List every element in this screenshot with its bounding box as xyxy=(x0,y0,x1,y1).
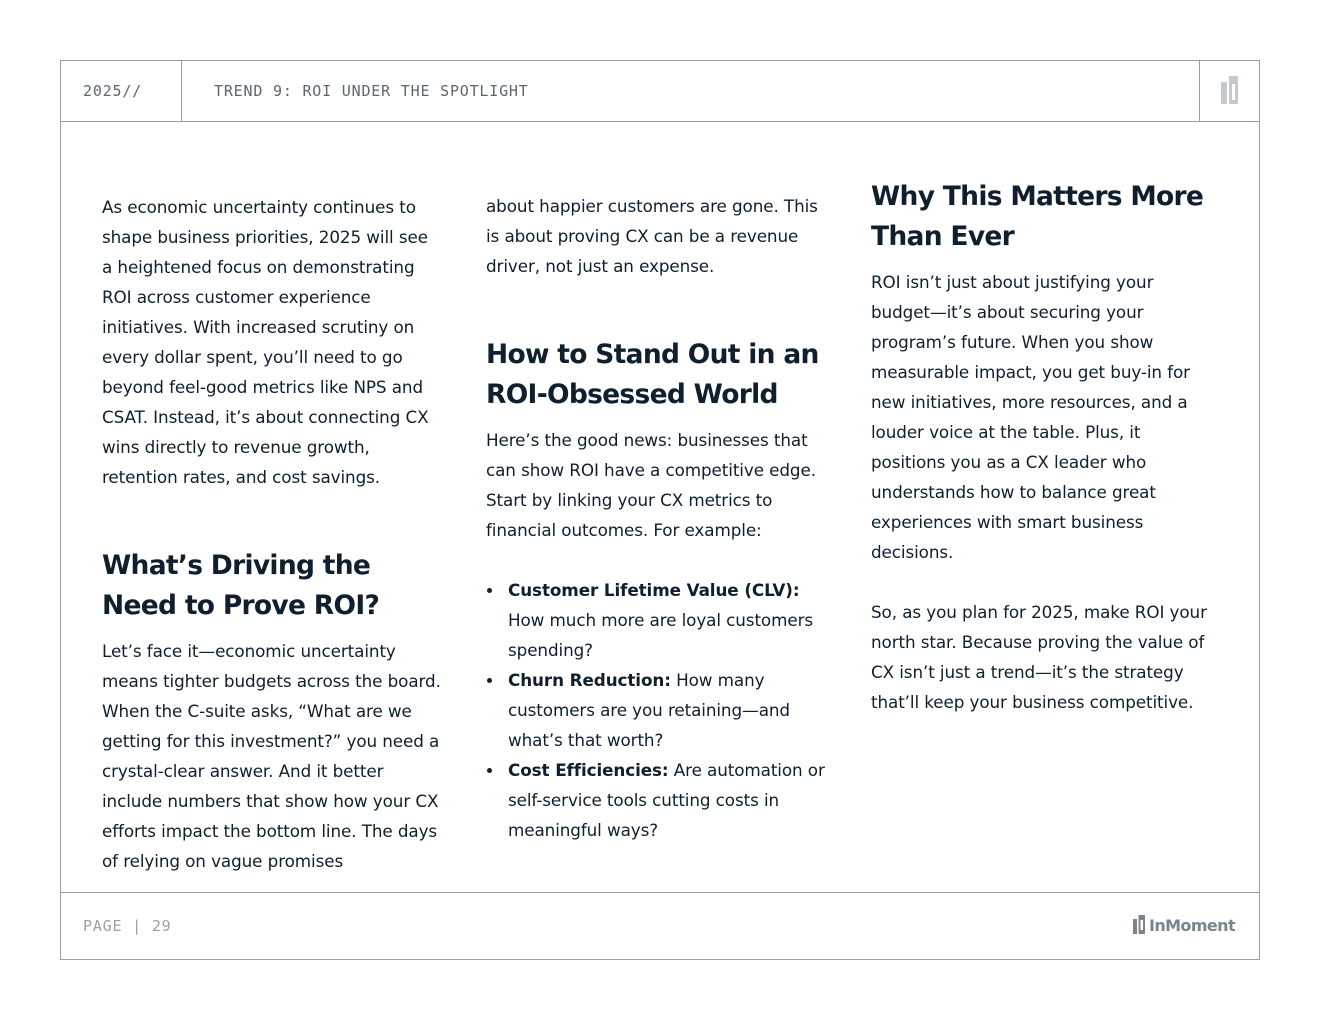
header-logo-cell xyxy=(1199,61,1259,121)
inmoment-mark-icon xyxy=(1133,915,1145,935)
stand-out-paragraph: Here’s the good news: businesses that can show ROI have a competitive edge. Start by linking your CX metrics to financial outcomes. For example: xyxy=(486,430,816,540)
intro-paragraph: As economic uncertainty continues to shape business priorities, 2025 will see a heightened focus on demonstrating ROI across customer experience initiatives. With increased scrutiny on every dollar spent, you’ll need to go beyond feel-good metrics like NPS and CSAT. Instead, it’s about connecting CX wins directly to revenue growth, retention rates, and cost savings. xyxy=(102,197,429,487)
why-matters-paragraph: ROI isn’t just about justifying your budget—it’s about securing your program’s future. When you show measurable impact, you get buy-in for new initiatives, more resources, and a louder voice at the table. Plus, it positions you as a CX leader who understands how to balance great experiences with smart business decisions. xyxy=(871,272,1190,562)
column-1 xyxy=(102,192,442,876)
section-heading-stand-out: How to Stand Out in an ROI-Obsessed World xyxy=(486,339,819,410)
list-item-term: Churn Reduction: xyxy=(508,670,671,690)
page-header xyxy=(61,61,1259,122)
header-year: 2025// xyxy=(83,82,142,100)
header-title: TREND 9: ROI UNDER THE SPOTLIGHT xyxy=(214,82,529,100)
brand-logo xyxy=(1133,915,1235,935)
continuation-paragraph: about happier customers are gone. This is about proving CX can be a revenue driver, not just an expense. xyxy=(486,196,818,276)
inmoment-mark-icon xyxy=(1221,76,1238,106)
header-title-cell xyxy=(182,61,1082,121)
header-year-cell xyxy=(61,61,182,121)
closing-paragraph: So, as you plan for 2025, make ROI your north star. Because proving the value of CX isn’t just a trend—it’s the strategy that’ll keep your business competitive. xyxy=(871,602,1207,712)
column-2 xyxy=(486,191,826,845)
list-item xyxy=(486,575,826,665)
section-heading-driving: What’s Driving the Need to Prove ROI? xyxy=(102,550,380,621)
brand-name: InMoment xyxy=(1148,915,1235,935)
column-3 xyxy=(871,177,1211,717)
section-heading-why-matters: Why This Matters More Than Ever xyxy=(871,181,1204,252)
list-item-term: Cost Efficiencies: xyxy=(508,760,669,780)
list-item-text: How much more are loyal customers spending? xyxy=(508,610,814,660)
metrics-list xyxy=(486,575,826,845)
list-item-term: Customer Lifetime Value (CLV): xyxy=(508,580,800,600)
page-number: PAGE | 29 xyxy=(83,917,172,935)
list-item xyxy=(486,665,826,755)
page-footer xyxy=(61,892,1259,959)
page-frame xyxy=(60,60,1260,960)
list-item-text: How many customers are you retaining—and what’s that worth? xyxy=(508,670,790,750)
driving-paragraph: Let’s face it—economic uncertainty means tighter budgets across the board. When the C-suite asks, “What are we getting for this investment?” you need a crystal-clear answer. And it better include numbers that show how your CX efforts impact the bottom line. The days of relying on vague promises xyxy=(102,641,441,871)
list-item-text: Are automation or self-service tools cutting costs in meaningful ways? xyxy=(508,760,825,840)
list-item xyxy=(486,755,826,845)
